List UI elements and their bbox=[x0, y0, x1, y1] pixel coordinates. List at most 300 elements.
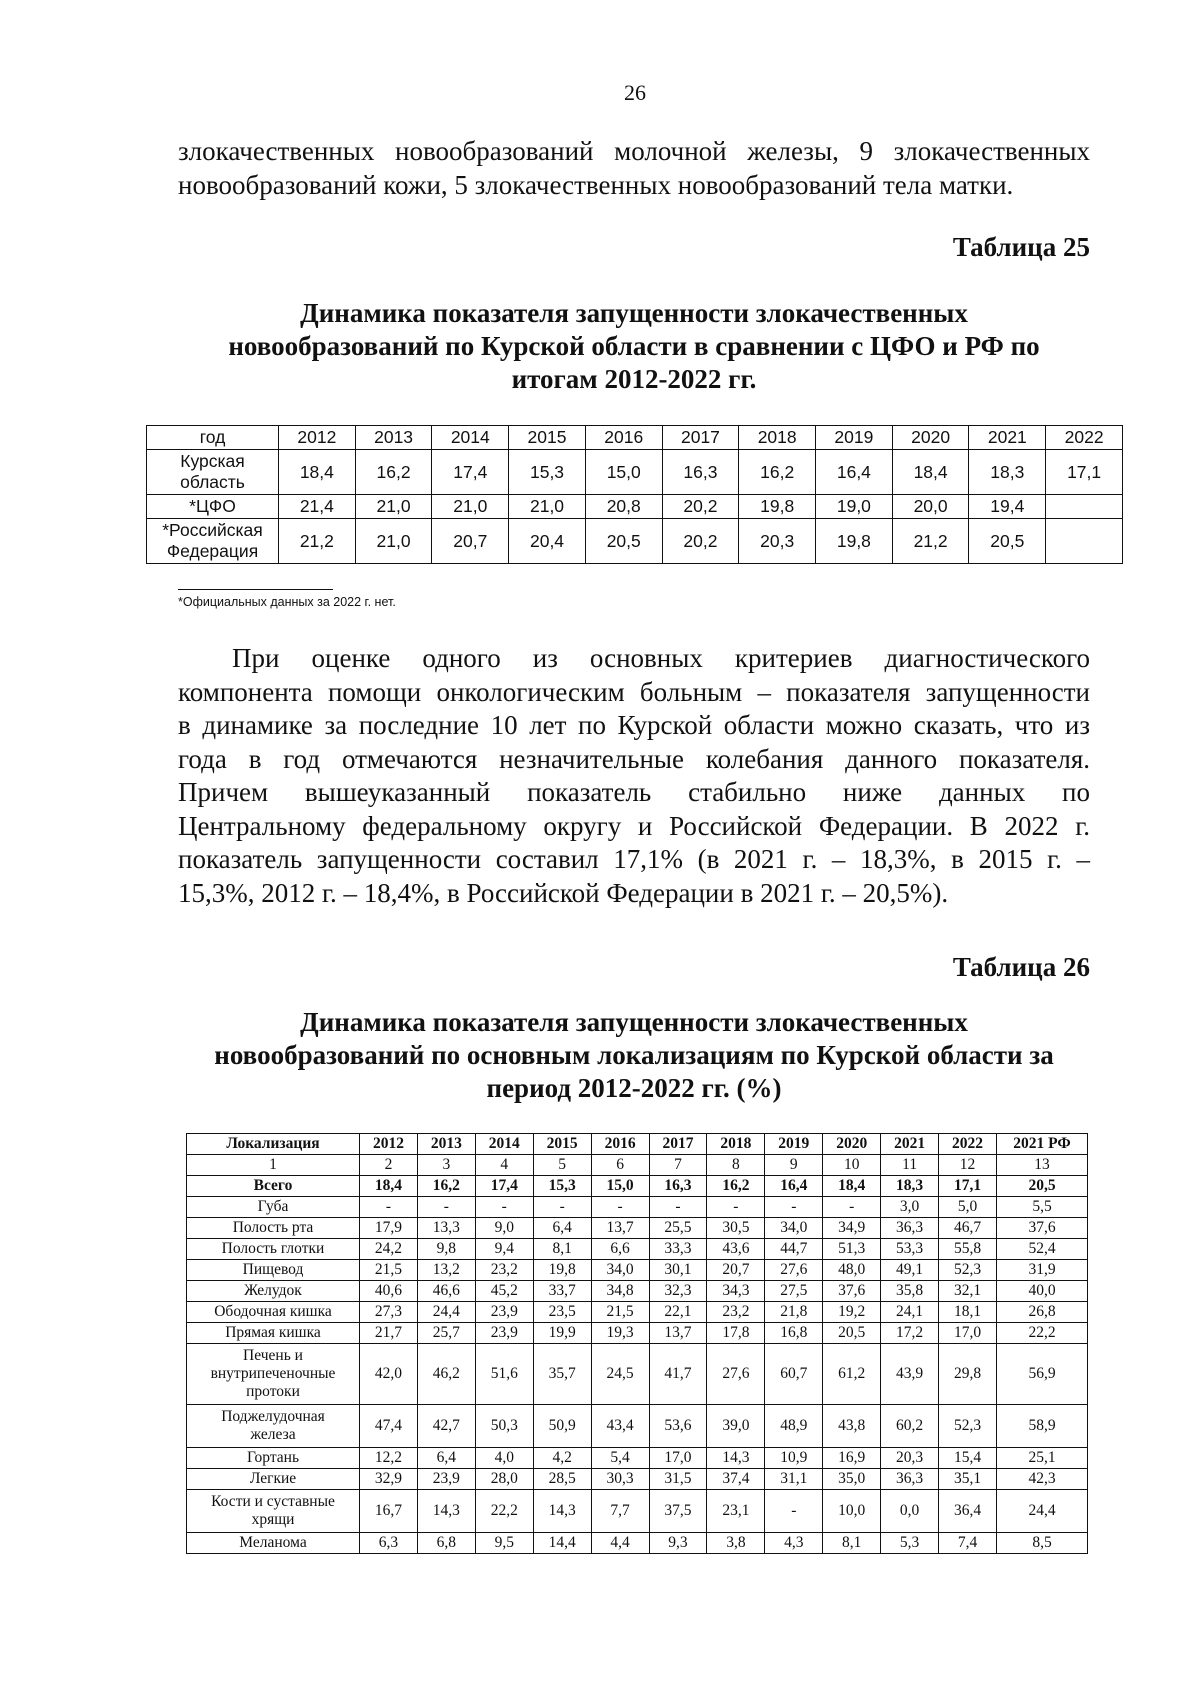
table-25-cell: 2022 bbox=[1046, 426, 1123, 450]
table-26-cell: 16,4 bbox=[765, 1176, 823, 1197]
table-26-title-line: новообразований по основным локализациям по Курской области за bbox=[214, 1040, 1054, 1070]
table-26-cell: 23,9 bbox=[475, 1323, 533, 1344]
table-26-cell: 51,3 bbox=[823, 1239, 881, 1260]
table-25-cell: 19,8 bbox=[816, 519, 893, 564]
table-26-cell: 42,3 bbox=[997, 1469, 1088, 1490]
table-25-footnote: *Официальных данных за 2022 г. нет. bbox=[178, 595, 396, 609]
table-26-cell: 36,3 bbox=[881, 1469, 939, 1490]
table-26-cell: - bbox=[823, 1197, 881, 1218]
table-25-cell: 2014 bbox=[432, 426, 509, 450]
table-26-cell: 37,6 bbox=[823, 1281, 881, 1302]
table-26-cell: 29,8 bbox=[939, 1344, 997, 1405]
table-26-cell: 21,5 bbox=[591, 1302, 649, 1323]
table-26-cell: 19,8 bbox=[533, 1260, 591, 1281]
paragraph-line: 15,3%, 2012 г. – 18,4%, в Российской Федерации в 2021 г. – 20,5%). bbox=[178, 877, 949, 908]
table-26-header-cell: 2015 bbox=[533, 1134, 591, 1155]
table-26-cell: 20,3 bbox=[881, 1448, 939, 1469]
table-26-title-line: период 2012-2022 гг. (%) bbox=[486, 1073, 782, 1103]
table-25-cell bbox=[1046, 519, 1123, 564]
table-25-cell: 19,0 bbox=[816, 495, 893, 519]
table-25-cell: 21,2 bbox=[892, 519, 969, 564]
table-25-row-rf bbox=[147, 519, 1123, 564]
row-label-line: область bbox=[180, 472, 245, 492]
table-26-cell: - bbox=[417, 1197, 475, 1218]
main-paragraph bbox=[178, 642, 1090, 910]
table-26-header-cell: 2013 bbox=[417, 1134, 475, 1155]
table-26-cell: 16,3 bbox=[649, 1176, 707, 1197]
table-26-row bbox=[187, 1490, 1088, 1533]
table-26-cell: 48,9 bbox=[765, 1405, 823, 1448]
table-26-cell: 3,0 bbox=[881, 1197, 939, 1218]
table-26-cell: 9,3 bbox=[649, 1533, 707, 1554]
table-26-cell: 60,7 bbox=[765, 1344, 823, 1405]
table-25-cell: 2020 bbox=[892, 426, 969, 450]
table-25-cell: 20,2 bbox=[662, 519, 739, 564]
table-26-row bbox=[187, 1469, 1088, 1490]
table-26-cell: 16,7 bbox=[360, 1490, 418, 1533]
table-26-cell: 23,9 bbox=[475, 1302, 533, 1323]
table-26-cell: 32,3 bbox=[649, 1281, 707, 1302]
table-26-cell: - bbox=[475, 1197, 533, 1218]
table-26-cell: - bbox=[533, 1197, 591, 1218]
table-26-number-cell: 10 bbox=[823, 1155, 881, 1176]
table-26-localization-cell bbox=[187, 1218, 360, 1239]
table-25-row-label bbox=[147, 519, 279, 564]
table-25-cell: 19,4 bbox=[969, 495, 1046, 519]
table-25-title-line: Динамика показателя запущенности злокачественных bbox=[300, 298, 968, 328]
table-26-cell: 18,4 bbox=[823, 1176, 881, 1197]
localization-line: протоки bbox=[246, 1383, 300, 1400]
table-26-cell: 18,1 bbox=[939, 1302, 997, 1323]
table-26-cell: 8,5 bbox=[997, 1533, 1088, 1554]
intro-line: злокачественных новообразований молочной железы, 9 злокачественных bbox=[178, 136, 1090, 166]
table-26-cell: 5,0 bbox=[939, 1197, 997, 1218]
table-26-cell: 14,3 bbox=[533, 1490, 591, 1533]
intro-line: новообразований кожи, 5 злокачественных новообразований тела матки. bbox=[178, 169, 1014, 200]
table-26-header-cell: 2017 bbox=[649, 1134, 707, 1155]
table-26-cell: 42,7 bbox=[417, 1405, 475, 1448]
table-26-cell: 37,5 bbox=[649, 1490, 707, 1533]
table-26-cell: 16,2 bbox=[417, 1176, 475, 1197]
table-26-row bbox=[187, 1405, 1088, 1448]
table-26-cell: 37,6 bbox=[997, 1218, 1088, 1239]
table-26-cell: 6,3 bbox=[360, 1533, 418, 1554]
table-26-cell: 10,0 bbox=[823, 1490, 881, 1533]
table-26-cell: 20,5 bbox=[823, 1323, 881, 1344]
table-26-cell: 4,2 bbox=[533, 1448, 591, 1469]
table-26-cell: 6,4 bbox=[417, 1448, 475, 1469]
table-26-cell: 17,0 bbox=[649, 1448, 707, 1469]
localization-line: внутрипеченочные bbox=[210, 1365, 336, 1382]
table-26-cell: 13,7 bbox=[591, 1218, 649, 1239]
table-26-cell: 23,9 bbox=[417, 1469, 475, 1490]
table-26-cell: 34,8 bbox=[591, 1281, 649, 1302]
table-26-header-cell: 2022 bbox=[939, 1134, 997, 1155]
table-26-cell: 50,3 bbox=[475, 1405, 533, 1448]
paragraph-line: показатель запущенности составил 17,1% (в 2021 г. – 18,3%, в 2015 г. – bbox=[178, 844, 1090, 874]
table-25-cell: 2017 bbox=[662, 426, 739, 450]
table-26-cell: 7,7 bbox=[591, 1490, 649, 1533]
table-26-cell: 22,1 bbox=[649, 1302, 707, 1323]
table-25-cell: 21,0 bbox=[432, 495, 509, 519]
paragraph-line: года в год отмечаются незначительные колебания данного показателя. bbox=[178, 743, 1090, 774]
footnote-divider bbox=[178, 589, 333, 590]
table-26-title bbox=[178, 1006, 1090, 1105]
table-26-header-cell: 2021 bbox=[881, 1134, 939, 1155]
table-26-cell: 10,9 bbox=[765, 1448, 823, 1469]
row-label-line: Федерация bbox=[166, 541, 259, 561]
table-26-cell: 24,5 bbox=[591, 1344, 649, 1405]
table-25-cell: 17,1 bbox=[1046, 450, 1123, 495]
table-26-cell: 31,5 bbox=[649, 1469, 707, 1490]
table-26-cell: 21,7 bbox=[360, 1323, 418, 1344]
table-26-localization-cell bbox=[187, 1448, 360, 1469]
table-26-cell: 9,4 bbox=[475, 1239, 533, 1260]
table-26-row bbox=[187, 1218, 1088, 1239]
table-25-row-kursk bbox=[147, 450, 1123, 495]
localization-line: железа bbox=[250, 1426, 296, 1443]
table-26-cell: 14,3 bbox=[707, 1448, 765, 1469]
table-25-cell: 18,3 bbox=[969, 450, 1046, 495]
table-25-cell: 2019 bbox=[816, 426, 893, 450]
table-26-cell: 53,6 bbox=[649, 1405, 707, 1448]
table-25-cell: 20,5 bbox=[969, 519, 1046, 564]
table-26-localization-cell bbox=[187, 1281, 360, 1302]
table-26-cell: 47,4 bbox=[360, 1405, 418, 1448]
table-25-cell: 20,2 bbox=[662, 495, 739, 519]
table-26-cell: 34,3 bbox=[707, 1281, 765, 1302]
table-26-header-cell: 2018 bbox=[707, 1134, 765, 1155]
table-26-localization-cell bbox=[187, 1344, 360, 1405]
table-25-cell: 2021 bbox=[969, 426, 1046, 450]
table-26-localization-cell bbox=[187, 1239, 360, 1260]
table-26-cell: 6,8 bbox=[417, 1533, 475, 1554]
table-26-cell: 33,3 bbox=[649, 1239, 707, 1260]
table-25-title bbox=[178, 297, 1090, 396]
localization-line: Легкие bbox=[249, 1470, 297, 1487]
table-26-cell: 43,4 bbox=[591, 1405, 649, 1448]
table-26-cell: 13,2 bbox=[417, 1260, 475, 1281]
table-26-cell: 28,5 bbox=[533, 1469, 591, 1490]
table-26-cell: 45,2 bbox=[475, 1281, 533, 1302]
table-26-cell: 27,3 bbox=[360, 1302, 418, 1323]
table-26-cell: 30,5 bbox=[707, 1218, 765, 1239]
table-26-cell: 32,9 bbox=[360, 1469, 418, 1490]
table-26-cell: 34,0 bbox=[765, 1218, 823, 1239]
table-26-cell: 24,4 bbox=[417, 1302, 475, 1323]
table-26-cell: 31,1 bbox=[765, 1469, 823, 1490]
table-25-cell: 19,8 bbox=[739, 495, 816, 519]
table-26-cell: 7,4 bbox=[939, 1533, 997, 1554]
table-26-cell: 9,0 bbox=[475, 1218, 533, 1239]
table-26-body bbox=[187, 1134, 1088, 1554]
table-26-localization-cell bbox=[187, 1490, 360, 1533]
localization-line: Прямая кишка bbox=[225, 1324, 321, 1341]
table-26-cell: 15,0 bbox=[591, 1176, 649, 1197]
table-26-cell: 39,0 bbox=[707, 1405, 765, 1448]
table-26-header-cell: 2019 bbox=[765, 1134, 823, 1155]
table-26-cell: 23,2 bbox=[707, 1302, 765, 1323]
table-25-cell: 2018 bbox=[739, 426, 816, 450]
table-25-cell: 21,2 bbox=[279, 519, 356, 564]
table-26-cell: 33,7 bbox=[533, 1281, 591, 1302]
table-26-number-cell: 7 bbox=[649, 1155, 707, 1176]
table-26-cell: 16,2 bbox=[707, 1176, 765, 1197]
table-26-number-cell: 4 bbox=[475, 1155, 533, 1176]
table-25-cell: 15,0 bbox=[585, 450, 662, 495]
paragraph-line: Центральному федеральному округу и Российской Федерации. В 2022 г. bbox=[178, 810, 1090, 841]
table-26-number-cell: 8 bbox=[707, 1155, 765, 1176]
table-26-cell: 4,4 bbox=[591, 1533, 649, 1554]
table-26-cell: 13,3 bbox=[417, 1218, 475, 1239]
localization-line: Полость глотки bbox=[221, 1240, 325, 1257]
localization-line: Меланома bbox=[239, 1534, 307, 1551]
table-26-number-cell: 13 bbox=[997, 1155, 1088, 1176]
intro-paragraph bbox=[178, 135, 1090, 202]
table-26-cell: 26,8 bbox=[997, 1302, 1088, 1323]
table-26 bbox=[186, 1133, 1088, 1554]
table-25-cell: 2016 bbox=[585, 426, 662, 450]
table-26-row bbox=[187, 1448, 1088, 1469]
table-26-label: Таблица 26 bbox=[952, 952, 1090, 982]
table-26-row bbox=[187, 1176, 1088, 1197]
table-26-cell: 19,3 bbox=[591, 1323, 649, 1344]
table-26-header-cell: Локализация bbox=[187, 1134, 360, 1155]
table-26-cell: 25,1 bbox=[997, 1448, 1088, 1469]
table-26-cell: 50,9 bbox=[533, 1405, 591, 1448]
table-26-cell: 4,0 bbox=[475, 1448, 533, 1469]
table-26-cell: 21,5 bbox=[360, 1260, 418, 1281]
table-26-number-cell: 2 bbox=[360, 1155, 418, 1176]
table-25-cell: 21,0 bbox=[355, 495, 432, 519]
table-26-cell: 16,8 bbox=[765, 1323, 823, 1344]
localization-line: Всего bbox=[253, 1177, 293, 1194]
localization-line: Губа bbox=[257, 1198, 289, 1215]
table-25-row-label: *ЦФО bbox=[147, 495, 279, 519]
table-26-row bbox=[187, 1344, 1088, 1405]
table-26-cell: 43,8 bbox=[823, 1405, 881, 1448]
page-number: 26 bbox=[624, 80, 646, 105]
table-26-number-cell: 3 bbox=[417, 1155, 475, 1176]
table-26-cell: - bbox=[591, 1197, 649, 1218]
table-26-row bbox=[187, 1197, 1088, 1218]
table-26-cell: 44,7 bbox=[765, 1239, 823, 1260]
table-26-cell: 48,0 bbox=[823, 1260, 881, 1281]
localization-line: Ободочная кишка bbox=[214, 1303, 332, 1320]
table-26-cell: 8,1 bbox=[533, 1239, 591, 1260]
paragraph-line: Причем вышеуказанный показатель стабильно ниже данных по bbox=[178, 777, 1090, 807]
table-26-cell: 22,2 bbox=[997, 1323, 1088, 1344]
table-26-cell: 24,1 bbox=[881, 1302, 939, 1323]
table-26-cell: 61,2 bbox=[823, 1344, 881, 1405]
table-26-cell: - bbox=[765, 1197, 823, 1218]
table-26-header-row bbox=[187, 1134, 1088, 1155]
table-26-row bbox=[187, 1302, 1088, 1323]
table-26-cell: 52,3 bbox=[939, 1260, 997, 1281]
table-26-number-cell: 9 bbox=[765, 1155, 823, 1176]
table-26-cell: 31,9 bbox=[997, 1260, 1088, 1281]
table-26-cell: 20,7 bbox=[707, 1260, 765, 1281]
table-26-cell: 17,9 bbox=[360, 1218, 418, 1239]
table-26-localization-cell bbox=[187, 1176, 360, 1197]
table-26-cell: 6,4 bbox=[533, 1218, 591, 1239]
table-26-cell: 12,2 bbox=[360, 1448, 418, 1469]
table-25-cell: 20,8 bbox=[585, 495, 662, 519]
table-26-localization-cell bbox=[187, 1197, 360, 1218]
table-26-cell: 14,4 bbox=[533, 1533, 591, 1554]
table-26-cell: - bbox=[707, 1197, 765, 1218]
table-26-cell: 40,0 bbox=[997, 1281, 1088, 1302]
table-25-cell: 18,4 bbox=[279, 450, 356, 495]
table-25-cell: 20,5 bbox=[585, 519, 662, 564]
table-26-localization-cell bbox=[187, 1469, 360, 1490]
localization-line: Кости и суставные bbox=[211, 1493, 335, 1510]
table-26-cell: 22,2 bbox=[475, 1490, 533, 1533]
table-26-cell: 0,0 bbox=[881, 1490, 939, 1533]
table-26-cell: 17,2 bbox=[881, 1323, 939, 1344]
table-25-cell: 20,0 bbox=[892, 495, 969, 519]
table-25-cell: 20,7 bbox=[432, 519, 509, 564]
table-26-cell: - bbox=[360, 1197, 418, 1218]
table-26-cell: 58,9 bbox=[997, 1405, 1088, 1448]
table-26-cell: 40,6 bbox=[360, 1281, 418, 1302]
table-26-cell: - bbox=[649, 1197, 707, 1218]
table-26-cell: 13,7 bbox=[649, 1323, 707, 1344]
table-26-cell: 36,4 bbox=[939, 1490, 997, 1533]
paragraph-line: в динамике за последние 10 лет по Курской области можно сказать, что из bbox=[178, 710, 1090, 740]
paragraph-line: компонента помощи онкологическим больным – показателя запущенности bbox=[178, 676, 1090, 707]
table-25-cell: 17,4 bbox=[432, 450, 509, 495]
table-26-cell: 15,3 bbox=[533, 1176, 591, 1197]
table-26-header-cell: 2020 bbox=[823, 1134, 881, 1155]
table-26-cell: 3,8 bbox=[707, 1533, 765, 1554]
table-26-cell: 28,0 bbox=[475, 1469, 533, 1490]
table-26-cell: 25,5 bbox=[649, 1218, 707, 1239]
table-26-localization-cell bbox=[187, 1260, 360, 1281]
table-26-cell: 36,3 bbox=[881, 1218, 939, 1239]
table-25-cell: 21,4 bbox=[279, 495, 356, 519]
table-26-cell: 5,5 bbox=[997, 1197, 1088, 1218]
table-25-cell: 20,3 bbox=[739, 519, 816, 564]
table-26-cell: 6,6 bbox=[591, 1239, 649, 1260]
localization-line: Поджелудочная bbox=[221, 1408, 325, 1425]
table-26-cell: 17,1 bbox=[939, 1176, 997, 1197]
localization-line: Печень и bbox=[243, 1347, 303, 1364]
table-26-number-cell: 5 bbox=[533, 1155, 591, 1176]
table-26-cell: 20,5 bbox=[997, 1176, 1088, 1197]
table-26-cell: 35,7 bbox=[533, 1344, 591, 1405]
table-26-cell: 30,1 bbox=[649, 1260, 707, 1281]
localization-line: Полость рта bbox=[232, 1219, 314, 1236]
table-25-row-label bbox=[147, 450, 279, 495]
table-26-cell: 60,2 bbox=[881, 1405, 939, 1448]
table-26-cell: 35,8 bbox=[881, 1281, 939, 1302]
table-26-cell: 8,1 bbox=[823, 1533, 881, 1554]
table-26-number-cell: 12 bbox=[939, 1155, 997, 1176]
table-26-cell: 23,1 bbox=[707, 1490, 765, 1533]
table-26-row bbox=[187, 1533, 1088, 1554]
table-26-cell: 34,9 bbox=[823, 1218, 881, 1239]
table-26-header-cell: 2021 РФ bbox=[997, 1134, 1088, 1155]
row-label-line: *Российская bbox=[162, 520, 263, 540]
table-26-cell: 9,8 bbox=[417, 1239, 475, 1260]
table-26-cell: 14,3 bbox=[417, 1490, 475, 1533]
table-25-cell: 2015 bbox=[509, 426, 586, 450]
table-25-cell bbox=[1046, 495, 1123, 519]
table-26-cell: 56,9 bbox=[997, 1344, 1088, 1405]
table-26-localization-cell bbox=[187, 1302, 360, 1323]
table-26-cell: 15,4 bbox=[939, 1448, 997, 1469]
table-26-localization-cell bbox=[187, 1533, 360, 1554]
table-25-cell: год bbox=[147, 426, 279, 450]
table-26-cell: 17,8 bbox=[707, 1323, 765, 1344]
table-25-row-cfo bbox=[147, 495, 1123, 519]
table-26-cell: 27,5 bbox=[765, 1281, 823, 1302]
table-25-cell: 16,3 bbox=[662, 450, 739, 495]
table-26-cell: 9,5 bbox=[475, 1533, 533, 1554]
table-26-cell: 41,7 bbox=[649, 1344, 707, 1405]
table-26-header-cell: 2016 bbox=[591, 1134, 649, 1155]
table-26-cell: 19,9 bbox=[533, 1323, 591, 1344]
table-26-cell: 34,0 bbox=[591, 1260, 649, 1281]
table-25-cell: 15,3 bbox=[509, 450, 586, 495]
table-25-cell: 16,2 bbox=[739, 450, 816, 495]
table-26-header-cell: 2014 bbox=[475, 1134, 533, 1155]
table-25-cell: 18,4 bbox=[892, 450, 969, 495]
table-26-cell: 32,1 bbox=[939, 1281, 997, 1302]
table-26-cell: 30,3 bbox=[591, 1469, 649, 1490]
table-26-cell: 23,2 bbox=[475, 1260, 533, 1281]
table-26-cell: 46,6 bbox=[417, 1281, 475, 1302]
table-26-cell: 46,7 bbox=[939, 1218, 997, 1239]
table-26-cell: 43,9 bbox=[881, 1344, 939, 1405]
table-26-cell: 52,4 bbox=[997, 1239, 1088, 1260]
table-26-row bbox=[187, 1323, 1088, 1344]
table-26-localization-cell bbox=[187, 1323, 360, 1344]
table-25-cell: 2012 bbox=[279, 426, 356, 450]
table-26-cell: 18,4 bbox=[360, 1176, 418, 1197]
table-26-row bbox=[187, 1239, 1088, 1260]
table-26-cell: 27,6 bbox=[707, 1344, 765, 1405]
table-26-cell: 43,6 bbox=[707, 1239, 765, 1260]
table-25-cell: 16,4 bbox=[816, 450, 893, 495]
table-26-cell: 37,4 bbox=[707, 1469, 765, 1490]
table-26-cell: 49,1 bbox=[881, 1260, 939, 1281]
table-26-number-cell: 11 bbox=[881, 1155, 939, 1176]
table-26-cell: 24,2 bbox=[360, 1239, 418, 1260]
table-25-title-line: итогам 2012-2022 гг. bbox=[511, 364, 757, 394]
table-25-cell: 2013 bbox=[355, 426, 432, 450]
table-26-cell: 21,8 bbox=[765, 1302, 823, 1323]
table-26-cell: 27,6 bbox=[765, 1260, 823, 1281]
table-26-localization-cell bbox=[187, 1405, 360, 1448]
table-26-cell: 35,1 bbox=[939, 1469, 997, 1490]
table-25-header-row bbox=[147, 426, 1123, 450]
table-26-cell: 51,6 bbox=[475, 1344, 533, 1405]
table-26-row bbox=[187, 1260, 1088, 1281]
table-26-number-cell: 6 bbox=[591, 1155, 649, 1176]
table-26-cell: 46,2 bbox=[417, 1344, 475, 1405]
table-26-cell: 25,7 bbox=[417, 1323, 475, 1344]
table-26-header-cell: 2012 bbox=[360, 1134, 418, 1155]
localization-line: хрящи bbox=[251, 1511, 295, 1528]
table-25-cell: 20,4 bbox=[509, 519, 586, 564]
localization-line: Гортань bbox=[246, 1449, 300, 1466]
table-26-cell: 42,0 bbox=[360, 1344, 418, 1405]
table-26-row bbox=[187, 1281, 1088, 1302]
table-26-cell: 16,9 bbox=[823, 1448, 881, 1469]
table-26-cell: 17,0 bbox=[939, 1323, 997, 1344]
